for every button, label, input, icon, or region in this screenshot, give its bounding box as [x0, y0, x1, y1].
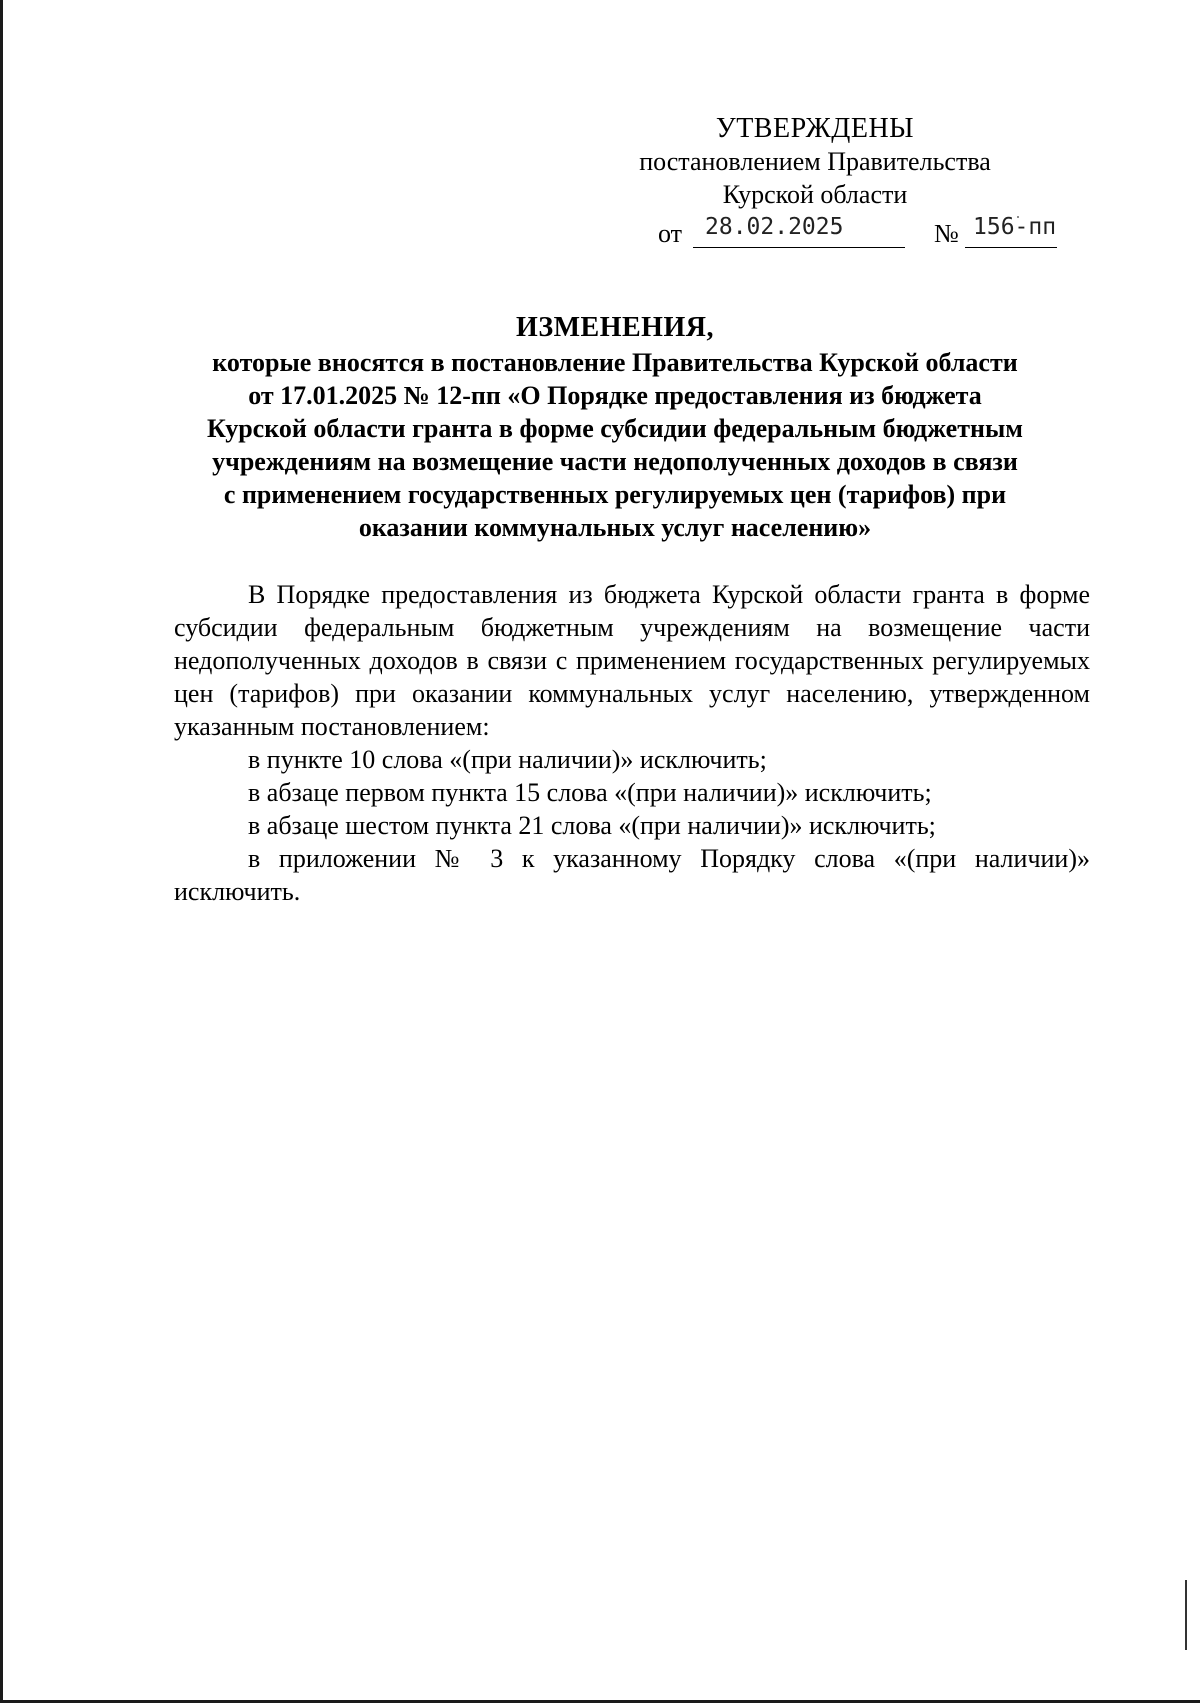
body-paragraph: в пункте 10 слова «(при наличии)» исключить; [248, 745, 767, 774]
number-prefix: № [934, 219, 959, 248]
body-paragraph: в абзаце первом пункта 15 слова «(при наличии)» исключить; [248, 778, 932, 807]
heading-line: Курской области гранта в форме субсидии федеральным бюджетным [207, 414, 1023, 443]
resolution-date: 28.02.2025 [705, 214, 844, 240]
resolution-number: 156-пп [973, 214, 1057, 240]
heading-line: учреждениям на возмещение части недополученных доходов в связи [212, 447, 1018, 476]
approved-region: Курской области [722, 180, 908, 209]
document-body [174, 578, 1090, 908]
approval-block [560, 112, 1120, 251]
body-paragraph: в приложении № 3 к указанному Порядку слова «(при наличии)» исключить. [174, 844, 1090, 906]
number-field [965, 211, 1057, 248]
heading-line: которые вносятся в постановление Правительства Курской области [212, 348, 1018, 377]
heading-line: оказании коммунальных услуг населению» [358, 513, 872, 542]
body-paragraph: В Порядке предоставления из бюджета Курской области гранта в форме субсидии федеральным бюджетным учреждениям на возмещение части недополученных доходов в связи с применением государственных регулируемых цен (тарифов) при оказании коммунальных услуг населению, утвержденном указанным постановлением: [174, 580, 1090, 741]
document-heading [150, 311, 1080, 544]
heading-line: от 17.01.2025 № 12-пп «О Порядке предоставления из бюджета [248, 381, 982, 410]
date-prefix: от [658, 219, 683, 248]
approval-date-row [560, 211, 1120, 251]
date-field [693, 211, 905, 248]
document-title: ИЗМЕНЕНИЯ, [516, 312, 714, 343]
body-paragraph: в абзаце шестом пункта 21 слова «(при наличии)» исключить; [248, 811, 936, 840]
approved-label: УТВЕРЖДЕНЫ [715, 113, 915, 144]
approved-by-resolution: постановлением Правительства [639, 147, 991, 176]
scan-mark-right [1185, 1580, 1187, 1650]
scan-border-left [0, 0, 3, 1703]
heading-line: с применением государственных регулируемых цен (тарифов) при [223, 480, 1007, 509]
